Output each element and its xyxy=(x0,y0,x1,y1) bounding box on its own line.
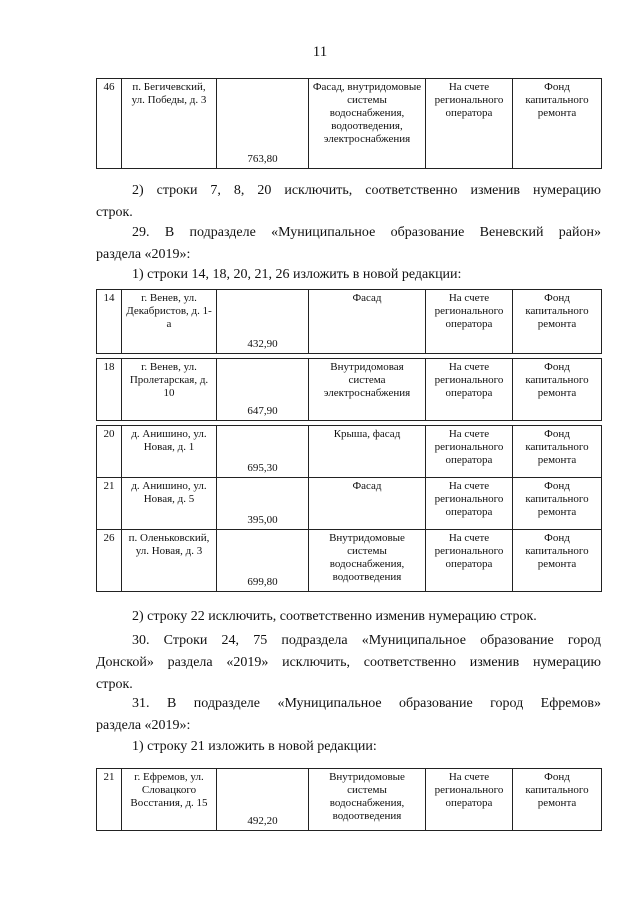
row-work-type: Фасад xyxy=(309,478,426,530)
row-number: 21 xyxy=(97,478,122,530)
row-operator: На счете регионального оператора xyxy=(426,530,513,592)
row-amount: 695,30 xyxy=(217,426,309,478)
row-amount: 432,90 xyxy=(217,290,309,354)
row-operator: На счете регионального оператора xyxy=(426,290,513,354)
row-amount: 395,00 xyxy=(217,478,309,530)
row-fund: Фонд капитального ремонта xyxy=(513,478,602,530)
page-number: 11 xyxy=(312,44,328,60)
table-row xyxy=(97,79,602,169)
row-address: г. Венев, ул. Пролетарская, д. 10 xyxy=(122,359,217,421)
table-row-21-efremov xyxy=(96,768,602,831)
row-operator: На счете регионального оператора xyxy=(426,359,513,421)
row-amount: 763,80 xyxy=(217,79,309,169)
row-address: г. Ефремов, ул. Словацкого Восстания, д. 15 xyxy=(122,769,217,831)
paragraph-30: 30. Строки 24, 75 подраздела «Муниципальное образование город xyxy=(132,633,601,648)
row-address: д. Анишино, ул. Новая, д. 5 xyxy=(122,478,217,530)
row-operator: На счете регионального оператора xyxy=(426,478,513,530)
row-fund: Фонд капитального ремонта xyxy=(513,530,602,592)
row-number: 14 xyxy=(97,290,122,354)
row-operator: На счете регионального оператора xyxy=(426,79,513,169)
row-work-type: Внутридомовые системы водоснабжения, водоотведения xyxy=(309,769,426,831)
row-amount: 647,90 xyxy=(217,359,309,421)
row-number: 20 xyxy=(97,426,122,478)
row-fund: Фонд капитального ремонта xyxy=(513,290,602,354)
table-row xyxy=(97,769,602,831)
row-fund: Фонд капитального ремонта xyxy=(513,79,602,169)
table-rows-20-21-26 xyxy=(96,425,602,592)
paragraph-29-item-2: 2) строку 22 исключить, соответственно изменив нумерацию строк. xyxy=(132,609,537,624)
paragraph-31-item-1: 1) строку 21 изложить в новой редакции: xyxy=(132,739,377,754)
table-row xyxy=(97,478,602,530)
table-row xyxy=(97,359,602,421)
row-address: п. Оленьковский, ул. Новая, д. 3 xyxy=(122,530,217,592)
table-row xyxy=(97,530,602,592)
paragraph-29-item-1: 1) строки 14, 18, 20, 21, 26 изложить в новой редакции: xyxy=(132,267,462,282)
row-fund: Фонд капитального ремонта xyxy=(513,426,602,478)
row-number: 26 xyxy=(97,530,122,592)
paragraph-29-end: раздела «2019»: xyxy=(96,247,191,262)
table-row-14 xyxy=(96,289,602,354)
row-work-type: Крыша, фасад xyxy=(309,426,426,478)
paragraph-30-line-2: Донской» раздела «2019» исключить, соответственно изменив нумерацию xyxy=(96,655,601,670)
row-work-type: Внутридомовые системы водоснабжения, водоотведения xyxy=(309,530,426,592)
row-address: п. Бегичевский, ул. Победы, д. 3 xyxy=(122,79,217,169)
row-fund: Фонд капитального ремонта xyxy=(513,359,602,421)
table-row-18 xyxy=(96,358,602,421)
table-row xyxy=(97,426,602,478)
row-address: д. Анишино, ул. Новая, д. 1 xyxy=(122,426,217,478)
row-number: 21 xyxy=(97,769,122,831)
row-amount: 699,80 xyxy=(217,530,309,592)
row-number: 18 xyxy=(97,359,122,421)
row-operator: На счете регионального оператора xyxy=(426,426,513,478)
table-row-46 xyxy=(96,78,602,169)
row-address: г. Венев, ул. Декабристов, д. 1-а xyxy=(122,290,217,354)
row-amount: 492,20 xyxy=(217,769,309,831)
row-operator: На счете регионального оператора xyxy=(426,769,513,831)
paragraph-31: 31. В подразделе «Муниципальное образование город Ефремов» xyxy=(132,696,601,711)
table-row xyxy=(97,290,602,354)
paragraph-31-end: раздела «2019»: xyxy=(96,718,191,733)
row-number: 46 xyxy=(97,79,122,169)
paragraph-29: 29. В подразделе «Муниципальное образование Веневский район» xyxy=(132,225,601,240)
paragraph-2-exclude-lines-end: строк. xyxy=(96,205,133,220)
paragraph-30-end: строк. xyxy=(96,677,133,692)
row-fund: Фонд капитального ремонта xyxy=(513,769,602,831)
row-work-type: Фасад, внутридомовые системы водоснабжения, водоотведения, электроснабжения xyxy=(309,79,426,169)
row-work-type: Внутридомовая система электроснабжения xyxy=(309,359,426,421)
paragraph-2-exclude-lines: 2) строки 7, 8, 20 исключить, соответственно изменив нумерацию xyxy=(132,183,601,198)
row-work-type: Фасад xyxy=(309,290,426,354)
